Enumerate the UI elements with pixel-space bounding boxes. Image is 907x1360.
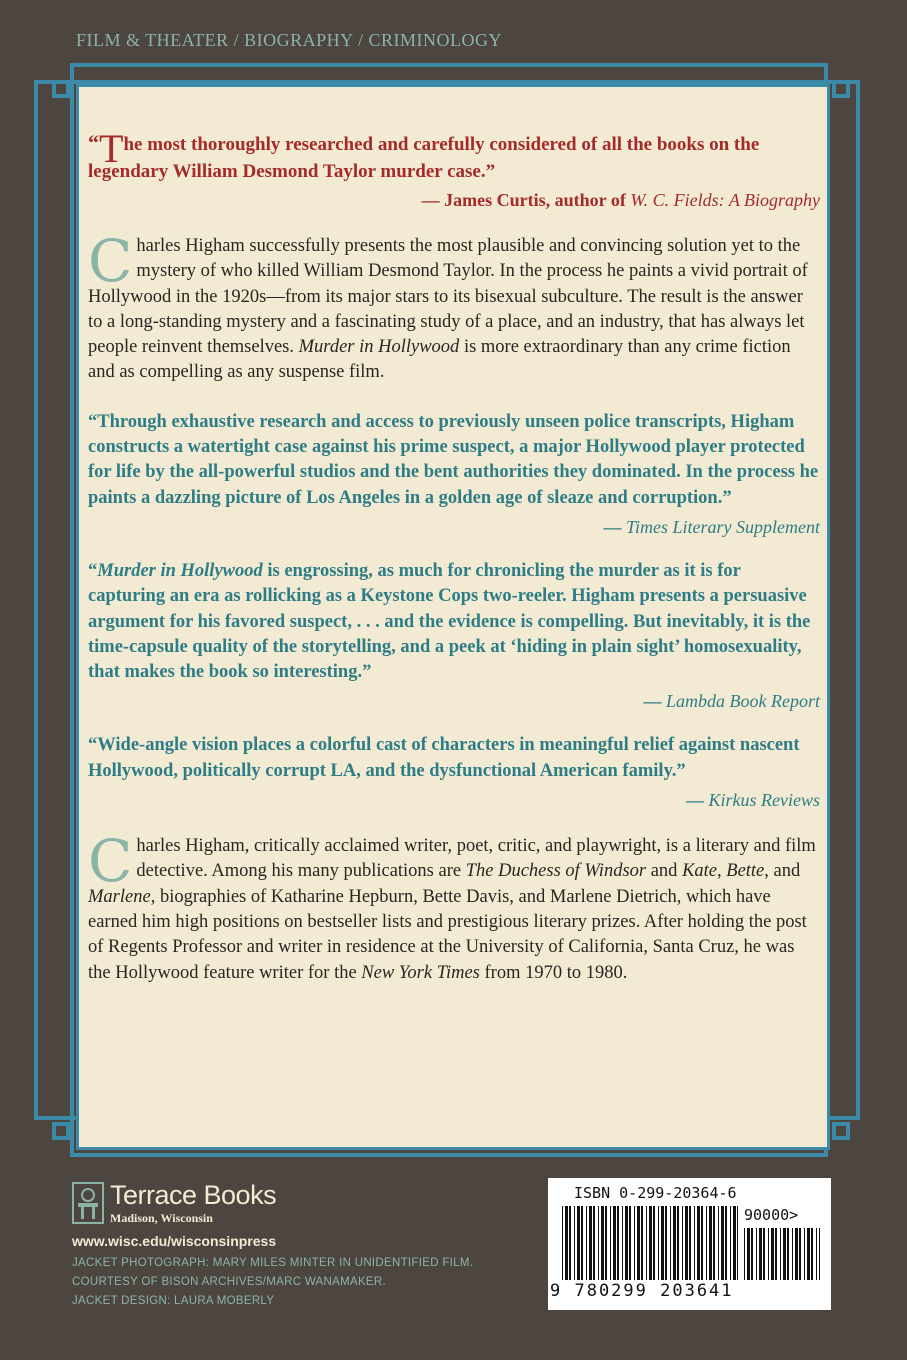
quote-initial: T	[99, 126, 124, 171]
publisher-name: Terrace Books	[110, 1180, 277, 1210]
barcode-bar	[637, 1206, 640, 1280]
barcode-bar	[586, 1206, 587, 1280]
category-label: FILM & THEATER / BIOGRAPHY / CRIMINOLOGY	[76, 30, 503, 50]
barcode-bar	[718, 1206, 719, 1280]
barcode-bar	[811, 1228, 813, 1280]
barcode-bar	[689, 1206, 691, 1280]
barcode-bar	[598, 1206, 599, 1280]
barcode-bar	[569, 1206, 571, 1280]
barcode-bar	[733, 1206, 736, 1280]
price-code: 90000>	[744, 1206, 799, 1224]
barcode-bar	[641, 1206, 643, 1280]
ean-digits: 9 780299 203641	[550, 1281, 734, 1301]
barcode-bar	[780, 1228, 781, 1280]
back-cover-content	[88, 126, 820, 986]
book-title: The Duchess of Windsor	[465, 861, 647, 882]
barcode-bar	[601, 1206, 604, 1280]
barcode-bar	[795, 1228, 798, 1280]
frame-corner-top-right	[832, 80, 850, 98]
bio-text: and	[646, 861, 683, 882]
barcode-bar	[756, 1228, 757, 1280]
barcode-bar	[725, 1206, 727, 1280]
book-title: Murder in Hollywood	[97, 560, 263, 581]
barcode-bar	[804, 1228, 805, 1280]
barcode-bar	[673, 1206, 676, 1280]
author-bio	[88, 827, 820, 986]
barcode-bar	[747, 1228, 750, 1280]
barcode-bar	[768, 1228, 769, 1280]
attribution-prefix: —	[686, 790, 709, 811]
barcode-bar	[771, 1228, 774, 1280]
barcode-bar	[807, 1228, 810, 1280]
barcode-bar	[653, 1206, 655, 1280]
attribution-title: W. C. Fields: A Biography	[630, 190, 820, 210]
barcode-bar	[816, 1228, 817, 1280]
open-quote-mark: “	[88, 130, 99, 155]
barcode-bar	[574, 1206, 575, 1280]
attribution-tls	[88, 515, 820, 539]
barcode-bar	[629, 1206, 631, 1280]
newspaper-title: New York Times	[361, 962, 480, 983]
barcode-bar	[605, 1206, 607, 1280]
barcode-bar	[581, 1206, 583, 1280]
attribution-source: Lambda Book Report	[666, 691, 820, 712]
attribution-prefix: —	[603, 516, 626, 537]
barcode-bar	[646, 1206, 647, 1280]
quote-tls	[88, 410, 820, 511]
barcode-bar	[617, 1206, 619, 1280]
attribution-prefix: — James Curtis, author of	[421, 190, 631, 210]
publisher-url[interactable]: www.wisc.edu/wisconsinpress	[72, 1233, 277, 1249]
barcode-bar	[682, 1206, 683, 1280]
attribution-lambda	[88, 689, 820, 713]
bio-text: , biographies of Katharine Hepburn, Bette Davis, and Marlene Dietrich, which have earned him high positions on bestseller lists and prestigious literary prizes. After holding the post of Regents Professor and writer in residence at the University of California, Santa Cruz, he was the Hollywood feature writer for the	[88, 886, 807, 983]
book-title: Kate	[682, 861, 718, 882]
barcode-bar	[701, 1206, 703, 1280]
barcode-bar	[775, 1228, 777, 1280]
barcode-bar	[625, 1206, 628, 1280]
barcode-bar	[706, 1206, 707, 1280]
barcode-bar	[665, 1206, 667, 1280]
barcode-bar	[709, 1206, 712, 1280]
quote-curtis	[88, 126, 820, 184]
quote-text: he most thoroughly researched and carefully considered of all the books on the legendary William Desmond Taylor murder case.”	[88, 134, 760, 182]
barcode-bar	[589, 1206, 592, 1280]
quote-text: “Through exhaustive research and access to previously unseen police transcripts, Higham constructs a watertight case against his prime suspect, a major Hollywood player protected for life by the all-powerful studios and the bent authorities they dominated. In the process he paints a dazzling picture of Los Angeles in a golden age of sleaze and corruption.”	[88, 411, 819, 508]
barcode-bar	[787, 1228, 789, 1280]
isbn-label: ISBN 0-299-20364-6	[574, 1184, 737, 1202]
terrace-icon	[72, 1182, 104, 1224]
barcode-bar	[697, 1206, 700, 1280]
barcode-bar	[649, 1206, 652, 1280]
barcode-bar	[565, 1206, 568, 1280]
credit-line: COURTESY OF BISON ARCHIVES/MARC WANAMAKER.	[72, 1276, 386, 1288]
frame-corner-top-left	[52, 80, 70, 98]
barcode-bar	[730, 1206, 731, 1280]
barcode-bar	[721, 1206, 724, 1280]
barcode-bar	[634, 1206, 635, 1280]
attribution-curtis	[88, 188, 820, 212]
barcode-bar	[694, 1206, 695, 1280]
barcode-bar	[792, 1228, 793, 1280]
attribution-source: Times Literary Supplement	[626, 516, 820, 537]
isbn-barcode	[548, 1178, 831, 1310]
quote-lambda	[88, 559, 820, 685]
open-quote-mark: “	[88, 560, 98, 581]
barcode-bar	[661, 1206, 664, 1280]
barcode-bar	[670, 1206, 671, 1280]
barcode-bar	[783, 1228, 786, 1280]
barcode-bar	[685, 1206, 688, 1280]
ean-barcode-bars	[562, 1206, 738, 1280]
barcode-bar	[759, 1228, 762, 1280]
publisher-logo	[72, 1180, 312, 1226]
barcode-bar	[593, 1206, 595, 1280]
book-title: Marlene	[88, 886, 151, 907]
barcode-bar	[713, 1206, 715, 1280]
dropcap: C	[88, 227, 133, 295]
barcode-bar	[613, 1206, 616, 1280]
barcode-bar	[610, 1206, 611, 1280]
quote-text: is engrossing, as much for chronicling the murder as it is for capturing an era as rollicking as a Keystone Cops two-reeler. Higham presents a persuasive argument for his favored suspect, . . . and the evidence is compelling. But inevitably, it is the time-capsule quality of the storytelling, and a peek at ‘hiding in plain sight’ homosexuality, that makes the book so interesting.”	[88, 560, 811, 683]
barcode-bar	[658, 1206, 659, 1280]
frame-corner-bottom-right	[832, 1122, 850, 1140]
book-title: Murder in Hollywood	[298, 337, 460, 358]
barcode-bar	[622, 1206, 623, 1280]
frame-corner-bottom-left	[52, 1122, 70, 1140]
barcode-bar	[677, 1206, 679, 1280]
book-description	[88, 227, 820, 386]
dropcap: C	[88, 827, 133, 896]
credit-line: JACKET PHOTOGRAPH: MARY MILES MINTER IN UNIDENTIFIED FILM.	[72, 1257, 474, 1269]
attribution-source: Kirkus Reviews	[708, 790, 820, 811]
barcode-bar	[744, 1228, 745, 1280]
barcode-bar	[577, 1206, 580, 1280]
barcode-bar	[737, 1206, 738, 1280]
quote-text: “Wide-angle vision places a colorful cast of characters in meaningful relief against nascent Hollywood, politically corrupt LA, and the dysfunctional American family.”	[88, 735, 800, 781]
credit-line: JACKET DESIGN: LAURA MOBERLY	[72, 1295, 275, 1307]
price-barcode-bars	[744, 1228, 820, 1280]
bio-text: from 1970 to 1980.	[479, 962, 628, 983]
barcode-bar	[562, 1206, 563, 1280]
bio-text: harles Higham, critically acclaimed writer, poet, critic, and playwright, is a literary and film detective. Among his many publications are	[136, 836, 816, 882]
jacket-credits	[72, 1254, 473, 1311]
book-title: Bette	[726, 861, 765, 882]
barcode-bar	[819, 1228, 820, 1280]
bio-text: , and	[764, 861, 801, 882]
description-text-end: is more extraordinary than any crime fiction and as compelling as any suspense film.	[88, 337, 791, 383]
attribution-prefix: —	[643, 691, 667, 712]
quote-kirkus	[88, 733, 820, 784]
bio-text: ,	[717, 861, 727, 882]
attribution-kirkus	[88, 788, 820, 812]
barcode-bar	[799, 1228, 801, 1280]
barcode-bar	[751, 1228, 753, 1280]
publisher-location: Madison, Wisconsin	[110, 1211, 213, 1225]
barcode-bar	[763, 1228, 765, 1280]
description-text: harles Higham successfully presents the most plausible and convincing solution yet to the mystery of who killed William Desmond Taylor. In the process he paints a vivid portrait of Hollywood in the 1920s—from its major stars to its bisexual subculture. The result is the answer to a long-standing mystery and a fascinating study of a place, and an industry, that has always let people reinvent themselves.	[88, 236, 808, 358]
